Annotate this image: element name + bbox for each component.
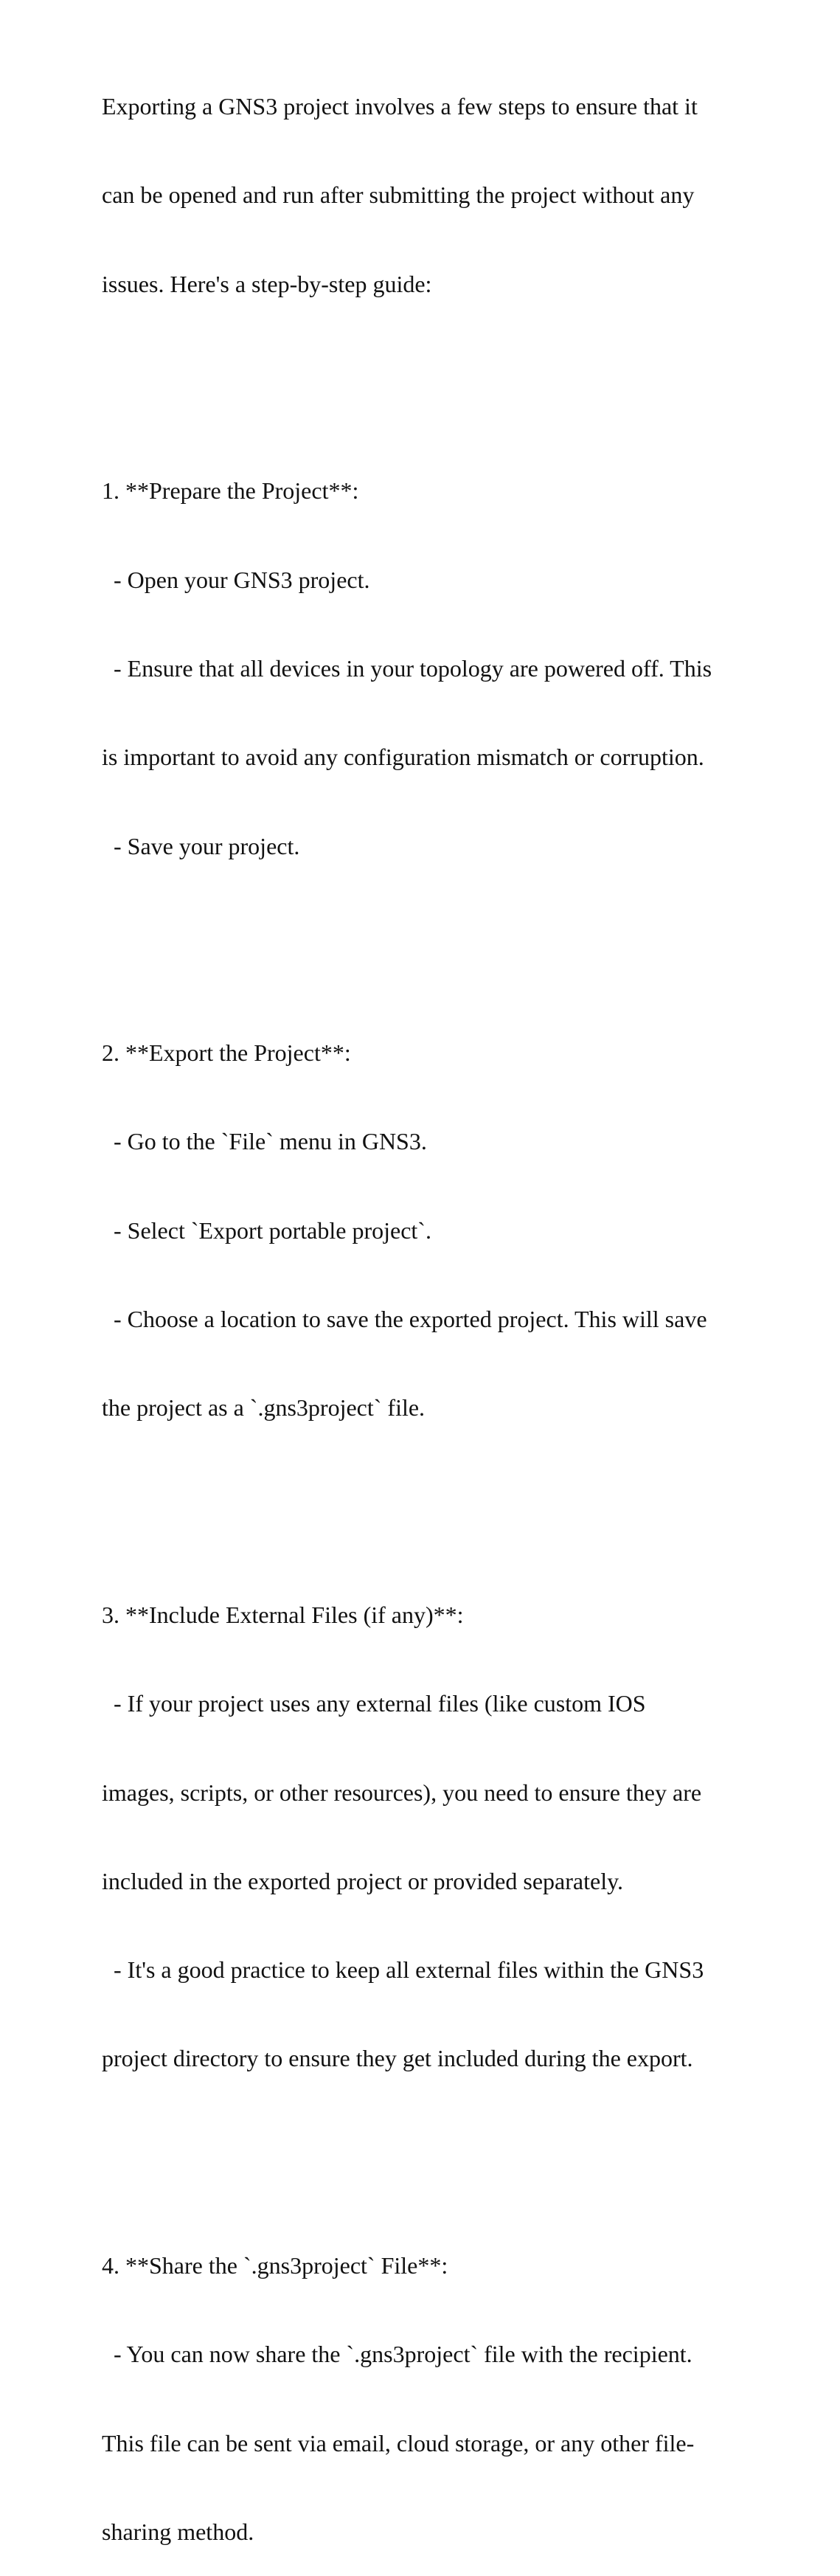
- intro-line: can be opened and run after submitting the project without any: [102, 181, 695, 209]
- step-2-line: the project as a `.gns3project` file.: [102, 1394, 426, 1422]
- step-1-line: - Open your GNS3 project.: [102, 566, 370, 593]
- step-1-line: is important to avoid any configuration mismatch or corruption.: [102, 744, 704, 771]
- paragraph-gap: [102, 2133, 766, 2162]
- paragraph-gap: [102, 358, 766, 387]
- step-2-line: - Choose a location to save the exported project. This will save: [102, 1306, 707, 1333]
- step-1-heading: 1. **Prepare the Project**:: [102, 477, 359, 505]
- paragraph-gap: [102, 920, 766, 949]
- intro-line: Exporting a GNS3 project involves a few steps to ensure that it: [102, 93, 698, 120]
- step-4-heading: 4. **Share the `.gns3project` File**:: [102, 2252, 448, 2279]
- step-3-line: project directory to ensure they get included during the export.: [102, 2045, 693, 2072]
- step-2-line: - Go to the `File` menu in GNS3.: [102, 1128, 427, 1155]
- step-3-line: - If your project uses any external files (like custom IOS: [102, 1690, 646, 1717]
- step-4-line: - You can now share the `.gns3project` file with the recipient.: [102, 2341, 693, 2368]
- step-2-heading: 2. **Export the Project**:: [102, 1039, 351, 1067]
- step-4-line: sharing method.: [102, 2518, 254, 2545]
- step-3-line: images, scripts, or other resources), you need to ensure they are: [102, 1779, 702, 1806]
- step-3-heading: 3. **Include External Files (if any)**:: [102, 1601, 464, 1628]
- step-2-line: - Select `Export portable project`.: [102, 1216, 431, 1244]
- paragraph-gap: [102, 1482, 766, 1512]
- step-1-line: - Ensure that all devices in your topology are powered off. This: [102, 654, 712, 682]
- step-3-line: included in the exported project or provided separately.: [102, 1867, 623, 1894]
- step-4-line: This file can be sent via email, cloud storage, or any other file-: [102, 2429, 695, 2456]
- step-3-line: - It's a good practice to keep all external files within the GNS3: [102, 1956, 704, 1984]
- document-body: [102, 32, 766, 2576]
- step-1-line: - Save your project.: [102, 832, 300, 859]
- intro-line: issues. Here's a step-by-step guide:: [102, 270, 432, 297]
